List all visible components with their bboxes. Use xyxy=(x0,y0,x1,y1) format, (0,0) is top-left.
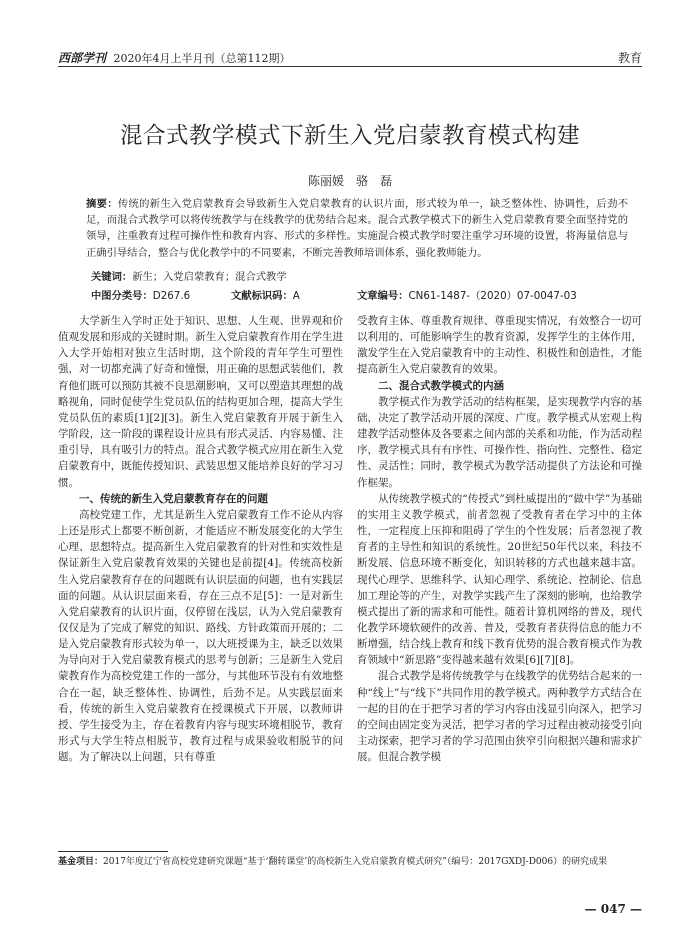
article-title: 混合式教学模式下新生入党启蒙教育模式构建 xyxy=(119,123,580,149)
body-paragraph: 从传统教学模式的“传授式”到杜威提出的“做中学”为基础的实用主义教学模式，前者忽视了受教育者在学习中的主体性，一定程度上压抑和阻碍了学生的个性发展；后者忽视了教育者的主导性和知识的系统性。20世纪50年代以来，科技不断发展、信息环境不断变化，知识转移的方式也越来越丰富。现代心理学、思维科学、认知心理学、系统论、控制论、信息加工理论等的产生，对教学实践产生了深刻的影响，也给教学模式提出了新的需求和可能性。随着计算机网络的普及，现代化教学环境软硬件的改善、普及，受教育者获得信息的能力不断增强，结合线上教育和线下教育优势的混合教育模式作为教育领域中“新思路”变得越来越有效果[6][7][8]。 xyxy=(357,492,642,667)
issue-info: 2020年4月上半月刊（总第112期） xyxy=(113,52,291,65)
doc-code-label: 文献标识码： xyxy=(231,290,293,302)
body-paragraph: 大学新生入学时正处于知识、思想、人生观、世界观和价值观发展和形成的关键时期。新生入党启蒙教育作用在学生进入大学开始相对独立生活时期，这个阶段的青年学生可塑性强，对一切都充满了好奇和憧憬，用正确的思想武装他们，教育他们既可以预防其被不良思潮影响，又可以塑造其理想的战略视角，同时促使学生党员队伍的结构更加合理，提高大学生党员队伍的素质[1][2][3]。新生入党启蒙教育开展于新生入学阶段，这一阶段的课程设计应具有形式灵活、内容易懂、注重引导，具有吸引力的特点。混合式教学模式应用在新生入党启蒙教育中，既能传授知识、武装思想又能培养良好的学习习惯。 xyxy=(58,315,343,489)
article-number xyxy=(357,287,577,302)
keywords xyxy=(91,268,287,283)
keywords-label: 关键词： xyxy=(91,271,133,283)
document-code xyxy=(231,287,300,302)
body-column-right xyxy=(357,313,642,765)
header-rule xyxy=(58,66,642,67)
doc-code-value: A xyxy=(292,290,300,302)
footnote-rule xyxy=(58,851,168,852)
body-paragraph: 混合式教学是将传统教学与在线教学的优势结合起来的一种“线上”与“线下”共同作用的教学模式。两种教学方式结合在一起的目的在于把学习者的学习内容由浅显引向深入，把学习的空间由固定变为灵活，把学习者的学习过程由被动接受引向主动探索，把学习者的学习范围由狭窄引向根据兴趣和需求扩展。但混合教学模 xyxy=(357,670,642,764)
journal-logo: 西部学刊 xyxy=(58,51,107,65)
clc-value: D267.6 xyxy=(152,290,191,302)
footnote-label: 基金项目： xyxy=(58,857,104,867)
body-column-left xyxy=(58,313,343,765)
footnote-text: 2017年度辽宁省高校党建研究课题“基于‘翻转课堂’的高校新生入党启蒙教育模式研究”（编号：2017GXDJ-D006）的研究成果 xyxy=(103,857,608,867)
abstract xyxy=(86,196,628,261)
section-heading: 二、混合式教学模式的内涵 xyxy=(378,379,504,392)
section-name: 教育 xyxy=(617,51,642,65)
abstract-label: 摘要： xyxy=(86,198,118,210)
section-heading: 一、传统的新生入党启蒙教育存在的问题 xyxy=(79,492,268,505)
page-number: — 047 — xyxy=(584,902,642,916)
journal-info xyxy=(58,49,291,66)
abstract-text: 传统的新生入党启蒙教育会导致新生入党启蒙教育的认识片面，形式较为单一，缺乏整体性、协调性，后劲不足，而混合式教学可以将传统教学与在线教学的优势结合起来。混合式教学模式下的新生入党启蒙教育要全面坚持党的领导，注重教育过程可操作性和教育内容、形式的多样性。实施混合模式教学时要注重学习环境的设置，将海量信息与正确引导结合，整合与优化教学中的不同要素，不断完善教师培训体系，强化教师能力。 xyxy=(86,198,629,259)
article-authors: 陈丽媛 骆 磊 xyxy=(307,174,392,188)
article-no-label: 文章编号： xyxy=(357,290,409,302)
footnote xyxy=(58,856,642,869)
body-paragraph: 教学模式作为教学活动的结构框架，是实现教学内容的基础，决定了教学活动开展的深度、广度。教学模式从宏观上构建教学活动整体及各要素之间内部的关系和功能，作为活动程序，教学模式具有有序性、可操作性、指向性、完整性、稳定性、灵活性；同时，教学模式为教学活动提供了方法论和可操作框架。 xyxy=(357,395,642,489)
article-no-value: CN61-1487-（2020）07-0047-03 xyxy=(408,290,577,302)
classification-line xyxy=(91,287,628,303)
body-paragraph: 受教育主体、尊重教育规律、尊重现实情况，有效整合一切可以利用的、可能影响学生的教育资源，发挥学生的主体作用，激发学生在入党启蒙教育中的主动性、积极性和创造性，才能提高新生入党启蒙教育的效果。 xyxy=(357,315,642,376)
clc-code xyxy=(91,287,190,302)
keywords-text: 新生；入党启蒙教育；混合式教学 xyxy=(132,271,287,283)
page-header xyxy=(58,46,642,68)
clc-label: 中图分类号： xyxy=(91,290,153,302)
body-paragraph: 高校党建工作，尤其是新生入党启蒙教育工作不论从内容上还是形式上都要不断创新，才能适应不断发展变化的大学生心理、思想特点。提高新生入党启蒙教育的针对性和实效性是保证新生入党启蒙教育效果的关键也是前提[4]。传统高校新生入党启蒙教育存在的问题既有认识层面的问题，也有实践层面的问题。从认识层面来看，存在三点不足[5]：一是对新生入党启蒙教育的认识片面，仅停留在浅层，认为入党启蒙教育仅仅是为了完成了解党的知识、路线、方针政策而开展的；二是入党启蒙教育形式较为单一，以大班授课为主，缺乏以效果为导向对于入党启蒙教育模式的思考与创新；三是新生入党启蒙教育作为高校党建工作的一部分，与其他环节没有有效地整合在一起，缺乏整体性、协调性，后劲不足。从实践层面来看，传统的新生入党启蒙教育在授课模式下开展，以教师讲授、学生接受为主，存在着教育内容与现实环境相脱节，教育形式与大学生特点相脱节，教育过程与成果验收相脱节的问题。为了解决以上问题，只有尊重 xyxy=(58,508,343,764)
